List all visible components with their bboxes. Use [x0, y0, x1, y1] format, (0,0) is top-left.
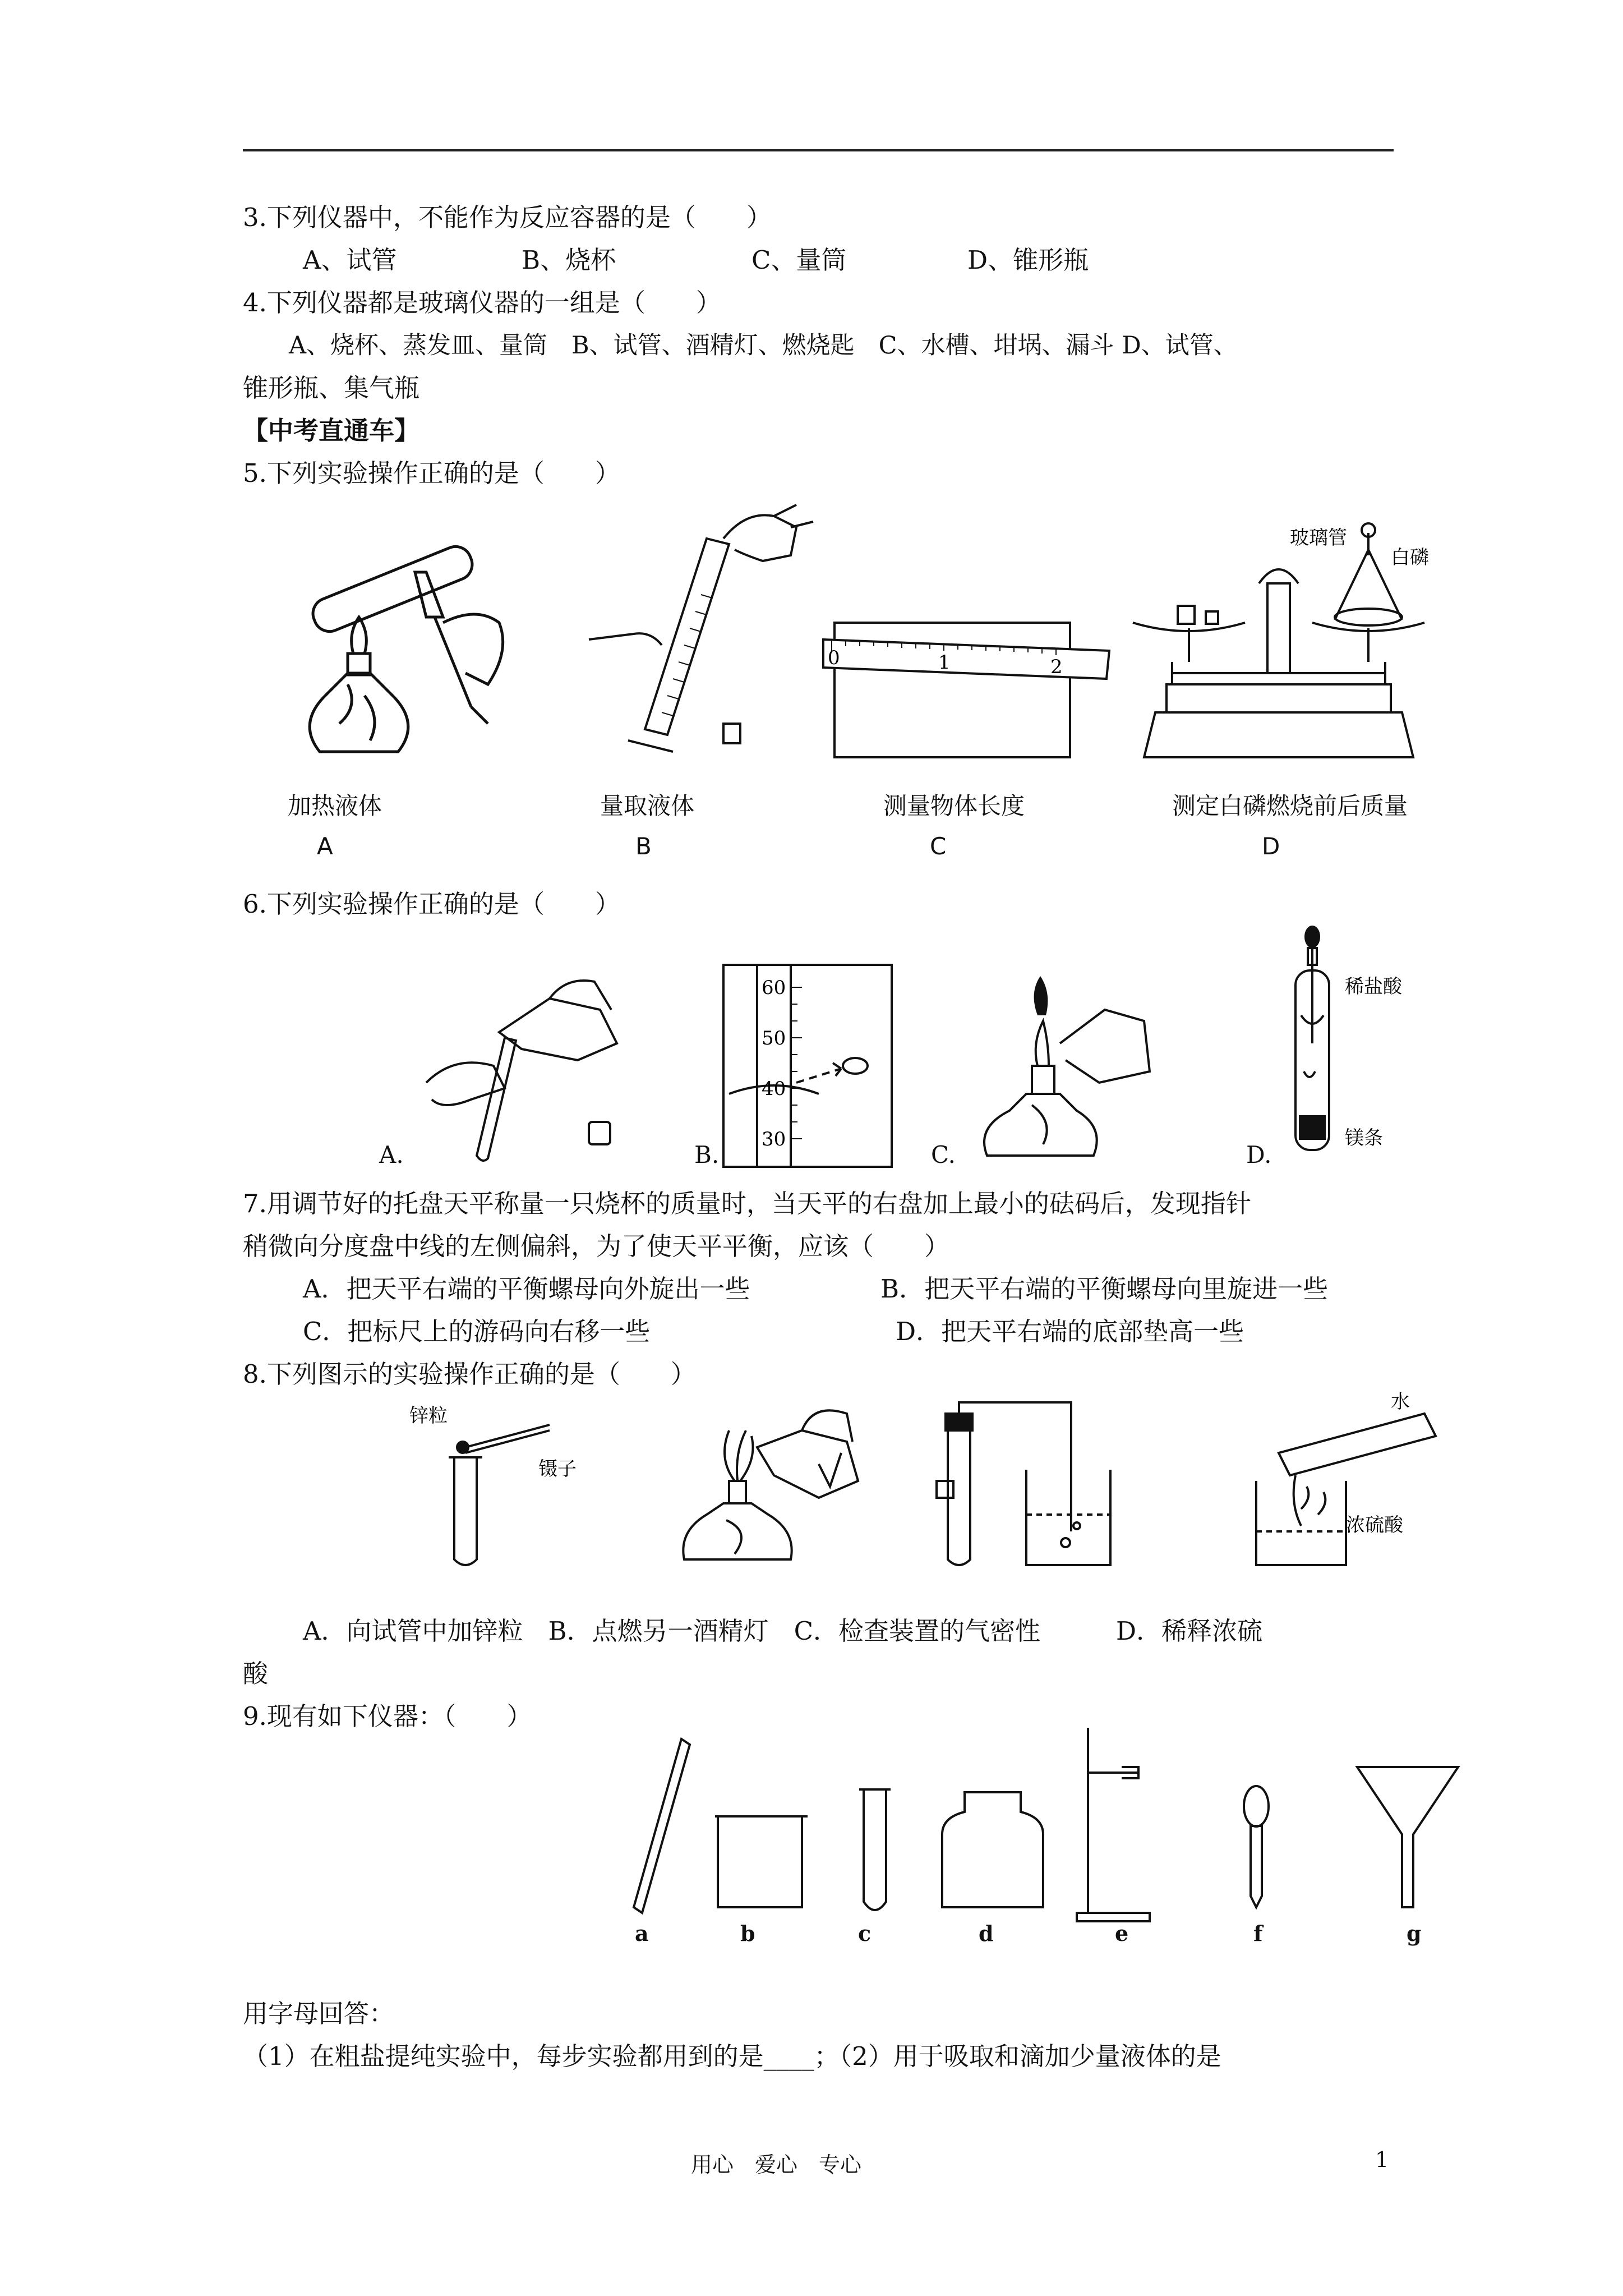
ruler-figure [823, 617, 1115, 763]
q3-option-a: A、试管 [303, 245, 397, 275]
q5-caption-b: 量取液体 [600, 792, 695, 820]
q4-stem: 4.下列仪器都是玻璃仪器的一组是（ ） [243, 288, 721, 318]
q5-letter-d: D [1262, 832, 1280, 860]
q5-stem: 5.下列实验操作正确的是（ ） [243, 458, 620, 488]
instrument-letter-a: a [635, 1921, 649, 1946]
q7-line2: 稍微向分度盘中线的左侧偏斜，为了使天平平衡，应该（ ） [243, 1231, 950, 1261]
label-mg-ribbon: 镁条 [1345, 1127, 1383, 1149]
q9-stem: 9.现有如下仪器：（ ） [243, 1701, 532, 1731]
measuring-cylinder-figure [578, 505, 830, 763]
label-dilute-hcl: 稀盐酸 [1345, 976, 1402, 998]
q4-line1: A、烧杯、蒸发皿、量筒 B、试管、酒精灯、燃烧匙 C、水槽、坩埚、漏斗 D、试管、 [289, 332, 1238, 360]
q3-stem: 3.下列仪器中，不能作为反应容器的是（ ） [243, 203, 772, 232]
section-heading: 【中考直通车】 [243, 416, 420, 445]
label-conc-h2so4: 浓硫酸 [1346, 1514, 1403, 1536]
q6-letter-a: A. [379, 1141, 404, 1168]
q7-option-b: B．把天平右端的平衡螺母向里旋进一些 [880, 1274, 1329, 1304]
scale-label-60: 60 [762, 977, 786, 999]
q5-caption-d: 测定白磷燃烧前后质量 [1172, 792, 1408, 820]
q5-caption-a: 加热液体 [288, 792, 382, 820]
instrument-letter-g: g [1407, 1921, 1422, 1946]
label-white-phosphorus: 白磷 [1391, 546, 1429, 569]
q3-option-b: B、烧杯 [522, 245, 616, 275]
scale-label-50: 50 [762, 1027, 786, 1050]
lamp-to-lamp-figure [679, 1391, 869, 1571]
q7-option-d: D．把天平右端的底部垫高一些 [896, 1317, 1244, 1346]
instrument-letter-b: b [740, 1921, 755, 1946]
lamp-lighting-figure [976, 976, 1155, 1167]
page-number: 1 [1375, 2147, 1389, 2172]
q7-line1: 7.用调节好的托盘天平称量一只烧杯的质量时，当天平的右盘加上最小的砝码后，发现指针 [243, 1189, 1251, 1218]
dropper-testtube-figure [1284, 931, 1430, 1167]
label-water: 水 [1391, 1391, 1410, 1413]
q5-letter-a: A [317, 832, 333, 860]
q5-letter-c: C [930, 832, 947, 860]
airtightness-check-figure [925, 1402, 1116, 1571]
ruler-label-0: 0 [828, 647, 840, 669]
q7-option-a: A．把天平右端的平衡螺母向外旋出一些 [303, 1274, 750, 1304]
reading-scale-figure [723, 965, 897, 1167]
q3-option-d: D、锥形瓶 [967, 245, 1089, 275]
header-rule [243, 149, 1394, 151]
q3-option-c: C、量筒 [751, 245, 847, 275]
q4-line2: 锥形瓶、集气瓶 [243, 373, 420, 403]
scale-label-30: 30 [762, 1128, 786, 1151]
instrument-letter-e: e [1115, 1921, 1129, 1946]
zinc-testtube-figure [404, 1402, 583, 1571]
q8-options-wrap: 酸 [243, 1659, 269, 1688]
q7-option-c: C．把标尺上的游码向右移一些 [303, 1317, 651, 1346]
scale-label-40: 40 [762, 1078, 786, 1100]
q6-letter-b: B. [694, 1141, 720, 1168]
label-tweezers: 镊子 [538, 1458, 577, 1480]
dilute-acid-figure [1245, 1391, 1436, 1571]
ruler-label-2: 2 [1050, 656, 1063, 678]
label-zinc: 锌粒 [409, 1405, 448, 1427]
q6-letter-c: C. [931, 1141, 956, 1168]
instrument-letter-d: d [979, 1921, 994, 1946]
q6-stem: 6.下列实验操作正确的是（ ） [243, 889, 620, 919]
q6-letter-d: D. [1246, 1141, 1272, 1168]
heating-liquid-figure [286, 539, 533, 763]
q8-options: A．向试管中加锌粒 B．点燃另一酒精灯 C．检查装置的气密性 D．稀释浓硫 [303, 1616, 1263, 1646]
q8-stem: 8.下列图示的实验操作正确的是（ ） [243, 1359, 696, 1389]
q9-answer-intro: 用字母回答： [243, 1999, 395, 2028]
q9-subquestions: （1）在粗盐提纯实验中，每步实验都用到的是____；（2）用于吸取和滴加少量液体的是 [243, 2041, 1221, 2071]
pouring-liquid-figure [421, 976, 628, 1167]
balance-figure [1133, 522, 1429, 763]
label-glass-tube: 玻璃管 [1290, 527, 1347, 549]
q5-letter-b: B [635, 832, 652, 860]
footer-motto: 用心 爱心 专心 [691, 2152, 862, 2177]
instrument-letter-c: c [858, 1921, 872, 1946]
q5-caption-c: 测量物体长度 [883, 792, 1025, 820]
instrument-letter-f: f [1253, 1921, 1263, 1946]
ruler-label-1: 1 [938, 651, 951, 674]
